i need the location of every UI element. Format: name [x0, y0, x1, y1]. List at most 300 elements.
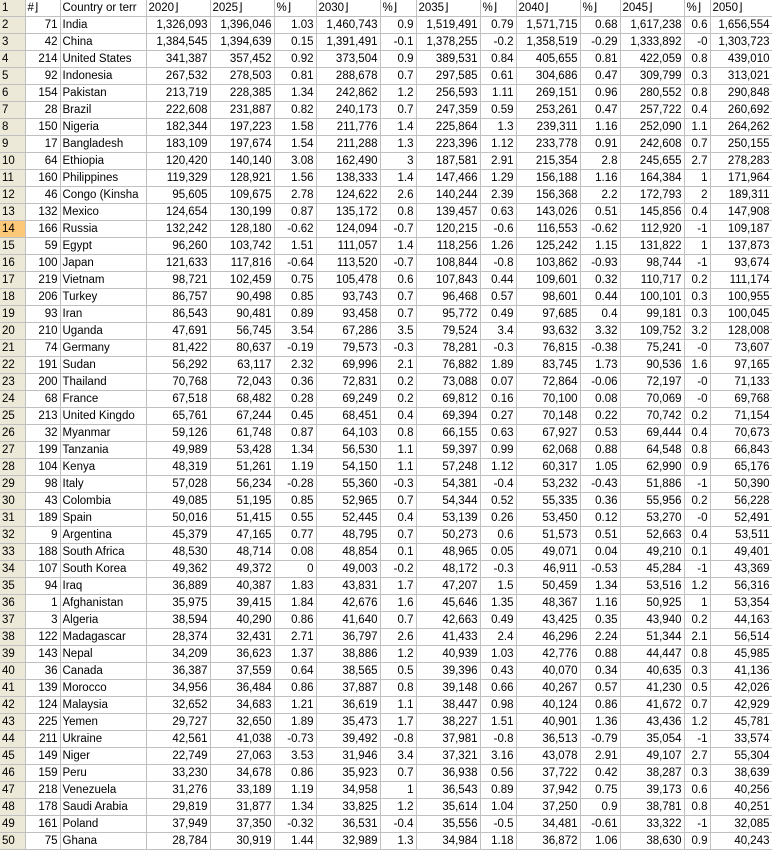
- cell-pct[interactable]: 0.34: [580, 663, 620, 680]
- cell-country[interactable]: Brazil: [60, 102, 146, 119]
- cell-2045[interactable]: 112,920: [620, 221, 684, 238]
- cell-pct[interactable]: 1: [684, 595, 710, 612]
- cell-pct[interactable]: 1.36: [580, 714, 620, 731]
- cell-pct[interactable]: 0.4: [684, 527, 710, 544]
- cell-2035[interactable]: 79,524: [416, 323, 480, 340]
- cell-pct[interactable]: 0.26: [480, 510, 516, 527]
- cell-country[interactable]: Niger: [60, 748, 146, 765]
- cell-pct[interactable]: 0.86: [274, 680, 316, 697]
- row-header[interactable]: 15: [0, 238, 25, 255]
- cell-country[interactable]: Ghana: [60, 833, 146, 850]
- cell-pct[interactable]: 2.7: [684, 748, 710, 765]
- cell-2025[interactable]: 49,372: [210, 561, 274, 578]
- cell-2025[interactable]: 33,189: [210, 782, 274, 799]
- cell-pct[interactable]: 3.54: [274, 323, 316, 340]
- cell-2035[interactable]: 118,256: [416, 238, 480, 255]
- cell-2050[interactable]: 73,607: [710, 340, 772, 357]
- cell-2020[interactable]: 31,276: [146, 782, 210, 799]
- cell-2035[interactable]: 225,864: [416, 119, 480, 136]
- cell-pct[interactable]: 3.16: [480, 748, 516, 765]
- header-cell-pct[interactable]: %⌋: [380, 0, 416, 17]
- row-header[interactable]: 27: [0, 442, 25, 459]
- cell-2030[interactable]: 36,531: [316, 816, 380, 833]
- cell-2045[interactable]: 38,630: [620, 833, 684, 850]
- cell-2050[interactable]: 55,304: [710, 748, 772, 765]
- row-header[interactable]: 24: [0, 391, 25, 408]
- cell-rank[interactable]: 225: [25, 714, 60, 731]
- cell-2035[interactable]: 36,938: [416, 765, 480, 782]
- cell-pct[interactable]: 0.8: [684, 85, 710, 102]
- cell-2025[interactable]: 109,675: [210, 187, 274, 204]
- cell-2020[interactable]: 213,719: [146, 85, 210, 102]
- cell-pct[interactable]: 0.63: [480, 425, 516, 442]
- cell-2040[interactable]: 215,354: [516, 153, 580, 170]
- cell-pct[interactable]: 0.9: [580, 799, 620, 816]
- cell-pct[interactable]: -0.3: [480, 340, 516, 357]
- cell-pct[interactable]: 2.78: [274, 187, 316, 204]
- cell-2035[interactable]: 73,088: [416, 374, 480, 391]
- cell-pct[interactable]: 0.6: [480, 527, 516, 544]
- cell-2025[interactable]: 90,498: [210, 289, 274, 306]
- cell-2050[interactable]: 439,010: [710, 51, 772, 68]
- cell-pct[interactable]: 0.8: [380, 204, 416, 221]
- cell-pct[interactable]: 1.16: [580, 595, 620, 612]
- cell-pct[interactable]: 0.4: [684, 425, 710, 442]
- cell-rank[interactable]: 3: [25, 612, 60, 629]
- cell-pct[interactable]: 0.53: [580, 425, 620, 442]
- cell-2040[interactable]: 46,296: [516, 629, 580, 646]
- cell-pct[interactable]: -0.2: [380, 561, 416, 578]
- cell-2020[interactable]: 182,344: [146, 119, 210, 136]
- cell-country[interactable]: Congo (Kinsha: [60, 187, 146, 204]
- cell-pct[interactable]: 0.4: [580, 306, 620, 323]
- cell-2035[interactable]: 95,772: [416, 306, 480, 323]
- cell-2035[interactable]: 66,155: [416, 425, 480, 442]
- row-header[interactable]: 46: [0, 765, 25, 782]
- cell-2030[interactable]: 41,640: [316, 612, 380, 629]
- cell-rank[interactable]: 154: [25, 85, 60, 102]
- cell-country[interactable]: Afghanistan: [60, 595, 146, 612]
- cell-pct[interactable]: 0.82: [274, 102, 316, 119]
- cell-country[interactable]: Nigeria: [60, 119, 146, 136]
- cell-pct[interactable]: 0.27: [480, 408, 516, 425]
- cell-2045[interactable]: 52,663: [620, 527, 684, 544]
- cell-2030[interactable]: 42,676: [316, 595, 380, 612]
- row-header[interactable]: 47: [0, 782, 25, 799]
- cell-pct[interactable]: 0.55: [274, 510, 316, 527]
- cell-country[interactable]: Egypt: [60, 238, 146, 255]
- cell-2025[interactable]: 32,431: [210, 629, 274, 646]
- cell-pct[interactable]: 1.89: [274, 714, 316, 731]
- cell-2035[interactable]: 50,273: [416, 527, 480, 544]
- cell-pct[interactable]: 0.89: [480, 782, 516, 799]
- cell-2025[interactable]: 197,674: [210, 136, 274, 153]
- cell-2030[interactable]: 38,886: [316, 646, 380, 663]
- cell-2020[interactable]: 1,326,093: [146, 17, 210, 34]
- cell-country[interactable]: United Kingdo: [60, 408, 146, 425]
- cell-pct[interactable]: 1.2: [380, 85, 416, 102]
- cell-2050[interactable]: 147,908: [710, 204, 772, 221]
- row-header[interactable]: 6: [0, 85, 25, 102]
- cell-2050[interactable]: 313,021: [710, 68, 772, 85]
- cell-2045[interactable]: 43,940: [620, 612, 684, 629]
- cell-pct[interactable]: 0.7: [380, 527, 416, 544]
- row-header[interactable]: 9: [0, 136, 25, 153]
- cell-rank[interactable]: 122: [25, 629, 60, 646]
- cell-2020[interactable]: 47,691: [146, 323, 210, 340]
- row-header[interactable]: 17: [0, 272, 25, 289]
- cell-2040[interactable]: 239,311: [516, 119, 580, 136]
- cell-2045[interactable]: 53,516: [620, 578, 684, 595]
- cell-pct[interactable]: 1.15: [580, 238, 620, 255]
- cell-2025[interactable]: 63,117: [210, 357, 274, 374]
- cell-2030[interactable]: 48,795: [316, 527, 380, 544]
- cell-rank[interactable]: 211: [25, 731, 60, 748]
- cell-rank[interactable]: 219: [25, 272, 60, 289]
- cell-2025[interactable]: 36,484: [210, 680, 274, 697]
- cell-2050[interactable]: 70,673: [710, 425, 772, 442]
- cell-2045[interactable]: 309,799: [620, 68, 684, 85]
- cell-pct[interactable]: 0.79: [480, 17, 516, 34]
- cell-pct[interactable]: 0.85: [274, 289, 316, 306]
- cell-2035[interactable]: 37,981: [416, 731, 480, 748]
- header-cell-2040[interactable]: 2040⌋: [516, 0, 580, 17]
- cell-pct[interactable]: 1.2: [684, 714, 710, 731]
- header-cell-2045[interactable]: 2045⌋: [620, 0, 684, 17]
- cell-2020[interactable]: 132,242: [146, 221, 210, 238]
- cell-2035[interactable]: 223,396: [416, 136, 480, 153]
- cell-pct[interactable]: -1: [684, 561, 710, 578]
- cell-pct[interactable]: -0.8: [380, 731, 416, 748]
- cell-2025[interactable]: 140,140: [210, 153, 274, 170]
- cell-pct[interactable]: 0.59: [480, 102, 516, 119]
- cell-2050[interactable]: 45,985: [710, 646, 772, 663]
- cell-pct[interactable]: 2.6: [380, 187, 416, 204]
- cell-2020[interactable]: 222,608: [146, 102, 210, 119]
- cell-2025[interactable]: 61,748: [210, 425, 274, 442]
- cell-pct[interactable]: 0.15: [274, 34, 316, 51]
- cell-country[interactable]: Canada: [60, 663, 146, 680]
- cell-2040[interactable]: 143,026: [516, 204, 580, 221]
- cell-2025[interactable]: 1,396,046: [210, 17, 274, 34]
- cell-country[interactable]: Iran: [60, 306, 146, 323]
- cell-2045[interactable]: 172,793: [620, 187, 684, 204]
- cell-2050[interactable]: 189,311: [710, 187, 772, 204]
- cell-2025[interactable]: 30,919: [210, 833, 274, 850]
- cell-2040[interactable]: 37,250: [516, 799, 580, 816]
- cell-2020[interactable]: 81,422: [146, 340, 210, 357]
- cell-pct[interactable]: 0.05: [480, 544, 516, 561]
- cell-pct[interactable]: 1.6: [380, 595, 416, 612]
- cell-pct[interactable]: 0.2: [684, 612, 710, 629]
- cell-pct[interactable]: -0.62: [580, 221, 620, 238]
- cell-pct[interactable]: -0.2: [480, 34, 516, 51]
- cell-2045[interactable]: 40,635: [620, 663, 684, 680]
- cell-pct[interactable]: 1.11: [480, 85, 516, 102]
- cell-2030[interactable]: 93,458: [316, 306, 380, 323]
- cell-pct[interactable]: -0.3: [380, 340, 416, 357]
- cell-pct[interactable]: -0.5: [480, 816, 516, 833]
- cell-2030[interactable]: 211,776: [316, 119, 380, 136]
- row-header[interactable]: 33: [0, 544, 25, 561]
- cell-pct[interactable]: 0.12: [580, 510, 620, 527]
- cell-2050[interactable]: 278,283: [710, 153, 772, 170]
- cell-2050[interactable]: 93,674: [710, 255, 772, 272]
- cell-country[interactable]: Myanmar: [60, 425, 146, 442]
- header-cell-rank[interactable]: #⌋: [25, 0, 60, 17]
- cell-pct[interactable]: 0.44: [580, 289, 620, 306]
- cell-pct[interactable]: 1.12: [480, 136, 516, 153]
- cell-2040[interactable]: 43,078: [516, 748, 580, 765]
- cell-2050[interactable]: 71,154: [710, 408, 772, 425]
- cell-2045[interactable]: 99,181: [620, 306, 684, 323]
- cell-pct[interactable]: -0.4: [480, 476, 516, 493]
- cell-country[interactable]: Bangladesh: [60, 136, 146, 153]
- cell-2025[interactable]: 128,180: [210, 221, 274, 238]
- cell-rank[interactable]: 59: [25, 238, 60, 255]
- cell-2050[interactable]: 1,303,723: [710, 34, 772, 51]
- cell-pct[interactable]: 0.1: [684, 544, 710, 561]
- cell-pct[interactable]: -0.7: [380, 255, 416, 272]
- cell-rank[interactable]: 75: [25, 833, 60, 850]
- cell-2035[interactable]: 39,148: [416, 680, 480, 697]
- cell-2025[interactable]: 56,234: [210, 476, 274, 493]
- cell-pct[interactable]: 1.1: [380, 442, 416, 459]
- row-header[interactable]: 13: [0, 204, 25, 221]
- cell-2020[interactable]: 1,384,545: [146, 34, 210, 51]
- cell-pct[interactable]: 1.05: [580, 459, 620, 476]
- cell-pct[interactable]: 0.64: [274, 663, 316, 680]
- cell-pct[interactable]: 1.04: [480, 799, 516, 816]
- cell-2050[interactable]: 137,873: [710, 238, 772, 255]
- cell-2030[interactable]: 162,490: [316, 153, 380, 170]
- cell-2040[interactable]: 40,901: [516, 714, 580, 731]
- cell-pct[interactable]: 1.2: [380, 799, 416, 816]
- cell-rank[interactable]: 132: [25, 204, 60, 221]
- cell-2030[interactable]: 111,057: [316, 238, 380, 255]
- row-header[interactable]: 37: [0, 612, 25, 629]
- cell-2050[interactable]: 128,008: [710, 323, 772, 340]
- cell-rank[interactable]: 17: [25, 136, 60, 153]
- cell-2045[interactable]: 70,742: [620, 408, 684, 425]
- cell-2035[interactable]: 96,468: [416, 289, 480, 306]
- cell-2050[interactable]: 44,163: [710, 612, 772, 629]
- cell-2040[interactable]: 253,261: [516, 102, 580, 119]
- cell-2030[interactable]: 33,825: [316, 799, 380, 816]
- cell-rank[interactable]: 1: [25, 595, 60, 612]
- cell-2035[interactable]: 41,433: [416, 629, 480, 646]
- cell-2040[interactable]: 48,367: [516, 595, 580, 612]
- cell-pct[interactable]: 0.89: [274, 306, 316, 323]
- cell-2035[interactable]: 48,965: [416, 544, 480, 561]
- cell-2030[interactable]: 138,333: [316, 170, 380, 187]
- cell-2040[interactable]: 53,450: [516, 510, 580, 527]
- cell-2045[interactable]: 257,722: [620, 102, 684, 119]
- cell-2050[interactable]: 250,155: [710, 136, 772, 153]
- cell-2030[interactable]: 54,150: [316, 459, 380, 476]
- cell-pct[interactable]: 2.1: [684, 629, 710, 646]
- cell-rank[interactable]: 166: [25, 221, 60, 238]
- cell-pct[interactable]: -0.93: [580, 255, 620, 272]
- row-header[interactable]: 2: [0, 17, 25, 34]
- cell-country[interactable]: Yemen: [60, 714, 146, 731]
- cell-pct[interactable]: -0.3: [480, 561, 516, 578]
- cell-2040[interactable]: 97,685: [516, 306, 580, 323]
- cell-2045[interactable]: 422,059: [620, 51, 684, 68]
- cell-rank[interactable]: 159: [25, 765, 60, 782]
- cell-pct[interactable]: 0.2: [380, 391, 416, 408]
- cell-pct[interactable]: 0.3: [684, 68, 710, 85]
- cell-country[interactable]: China: [60, 34, 146, 51]
- cell-pct[interactable]: 0.2: [684, 408, 710, 425]
- cell-2035[interactable]: 36,543: [416, 782, 480, 799]
- cell-pct[interactable]: -0.28: [274, 476, 316, 493]
- row-header[interactable]: 31: [0, 510, 25, 527]
- cell-2020[interactable]: 49,989: [146, 442, 210, 459]
- cell-pct[interactable]: 1.6: [684, 357, 710, 374]
- cell-country[interactable]: Japan: [60, 255, 146, 272]
- cell-pct[interactable]: 0.86: [274, 765, 316, 782]
- header-cell-pct[interactable]: %⌋: [480, 0, 516, 17]
- cell-rank[interactable]: 46: [25, 187, 60, 204]
- cell-rank[interactable]: 210: [25, 323, 60, 340]
- cell-pct[interactable]: 1.35: [480, 595, 516, 612]
- cell-2030[interactable]: 135,172: [316, 204, 380, 221]
- cell-2050[interactable]: 40,243: [710, 833, 772, 850]
- cell-pct[interactable]: 0.81: [274, 68, 316, 85]
- cell-2050[interactable]: 56,514: [710, 629, 772, 646]
- cell-2030[interactable]: 69,249: [316, 391, 380, 408]
- cell-2030[interactable]: 34,958: [316, 782, 380, 799]
- row-header[interactable]: 30: [0, 493, 25, 510]
- cell-2030[interactable]: 288,678: [316, 68, 380, 85]
- cell-2040[interactable]: 1,358,519: [516, 34, 580, 51]
- cell-2025[interactable]: 128,921: [210, 170, 274, 187]
- cell-2050[interactable]: 50,390: [710, 476, 772, 493]
- cell-2020[interactable]: 38,594: [146, 612, 210, 629]
- cell-pct[interactable]: 1.7: [380, 714, 416, 731]
- cell-2045[interactable]: 252,090: [620, 119, 684, 136]
- cell-rank[interactable]: 43: [25, 493, 60, 510]
- cell-2020[interactable]: 121,633: [146, 255, 210, 272]
- cell-2045[interactable]: 145,856: [620, 204, 684, 221]
- cell-pct[interactable]: 0.87: [274, 425, 316, 442]
- cell-2035[interactable]: 54,344: [416, 493, 480, 510]
- cell-2045[interactable]: 69,444: [620, 425, 684, 442]
- cell-2020[interactable]: 86,757: [146, 289, 210, 306]
- cell-2045[interactable]: 35,054: [620, 731, 684, 748]
- cell-rank[interactable]: 64: [25, 153, 60, 170]
- cell-rank[interactable]: 213: [25, 408, 60, 425]
- cell-rank[interactable]: 178: [25, 799, 60, 816]
- cell-pct[interactable]: 1.21: [274, 697, 316, 714]
- cell-2020[interactable]: 49,362: [146, 561, 210, 578]
- cell-2040[interactable]: 83,745: [516, 357, 580, 374]
- cell-pct[interactable]: 0.4: [684, 102, 710, 119]
- cell-pct[interactable]: 0.9: [380, 17, 416, 34]
- cell-2025[interactable]: 37,350: [210, 816, 274, 833]
- cell-pct[interactable]: 0.32: [580, 272, 620, 289]
- cell-pct[interactable]: 1.19: [274, 459, 316, 476]
- cell-2040[interactable]: 233,778: [516, 136, 580, 153]
- cell-country[interactable]: Malaysia: [60, 697, 146, 714]
- cell-2045[interactable]: 164,384: [620, 170, 684, 187]
- cell-2040[interactable]: 109,601: [516, 272, 580, 289]
- cell-2030[interactable]: 32,989: [316, 833, 380, 850]
- cell-rank[interactable]: 149: [25, 748, 60, 765]
- cell-rank[interactable]: 214: [25, 51, 60, 68]
- cell-pct[interactable]: 0.6: [684, 17, 710, 34]
- cell-rank[interactable]: 94: [25, 578, 60, 595]
- cell-pct[interactable]: 0.7: [380, 612, 416, 629]
- row-header[interactable]: 43: [0, 714, 25, 731]
- cell-2040[interactable]: 51,573: [516, 527, 580, 544]
- cell-2020[interactable]: 28,784: [146, 833, 210, 850]
- cell-2020[interactable]: 29,819: [146, 799, 210, 816]
- cell-pct[interactable]: 0.1: [380, 544, 416, 561]
- cell-2040[interactable]: 125,242: [516, 238, 580, 255]
- cell-2050[interactable]: 42,026: [710, 680, 772, 697]
- cell-2030[interactable]: 36,797: [316, 629, 380, 646]
- cell-country[interactable]: Vietnam: [60, 272, 146, 289]
- cell-pct[interactable]: 0.81: [580, 51, 620, 68]
- cell-2030[interactable]: 373,504: [316, 51, 380, 68]
- cell-rank[interactable]: 200: [25, 374, 60, 391]
- row-header[interactable]: 34: [0, 561, 25, 578]
- cell-pct[interactable]: 1.4: [380, 170, 416, 187]
- cell-country[interactable]: Colombia: [60, 493, 146, 510]
- cell-pct[interactable]: 0.51: [580, 204, 620, 221]
- cell-rank[interactable]: 206: [25, 289, 60, 306]
- cell-pct[interactable]: 0.47: [580, 102, 620, 119]
- header-cell-2050[interactable]: 2050⌋: [710, 0, 772, 17]
- cell-pct[interactable]: 1: [684, 238, 710, 255]
- cell-pct[interactable]: 0.4: [380, 510, 416, 527]
- cell-2040[interactable]: 62,068: [516, 442, 580, 459]
- cell-2045[interactable]: 49,107: [620, 748, 684, 765]
- cell-pct[interactable]: 0.8: [684, 799, 710, 816]
- cell-pct[interactable]: 1.2: [380, 646, 416, 663]
- cell-2035[interactable]: 69,394: [416, 408, 480, 425]
- cell-rank[interactable]: 218: [25, 782, 60, 799]
- cell-2030[interactable]: 68,451: [316, 408, 380, 425]
- cell-2030[interactable]: 124,622: [316, 187, 380, 204]
- cell-2025[interactable]: 40,290: [210, 612, 274, 629]
- cell-rank[interactable]: 71: [25, 17, 60, 34]
- cell-pct[interactable]: -0.6: [480, 221, 516, 238]
- cell-pct[interactable]: 0.44: [480, 272, 516, 289]
- cell-pct[interactable]: -0: [684, 34, 710, 51]
- cell-2050[interactable]: 40,251: [710, 799, 772, 816]
- cell-2040[interactable]: 98,601: [516, 289, 580, 306]
- cell-rank[interactable]: 124: [25, 697, 60, 714]
- cell-country[interactable]: Thailand: [60, 374, 146, 391]
- cell-pct[interactable]: 0.3: [684, 765, 710, 782]
- cell-2030[interactable]: 79,573: [316, 340, 380, 357]
- row-header[interactable]: 36: [0, 595, 25, 612]
- cell-pct[interactable]: -0.64: [274, 255, 316, 272]
- cell-2035[interactable]: 37,321: [416, 748, 480, 765]
- cell-pct[interactable]: 0.45: [274, 408, 316, 425]
- cell-pct[interactable]: 0.9: [380, 51, 416, 68]
- cell-2020[interactable]: 98,721: [146, 272, 210, 289]
- row-header[interactable]: 29: [0, 476, 25, 493]
- cell-2030[interactable]: 124,094: [316, 221, 380, 238]
- cell-2045[interactable]: 49,210: [620, 544, 684, 561]
- cell-2050[interactable]: 43,369: [710, 561, 772, 578]
- row-header[interactable]: 45: [0, 748, 25, 765]
- cell-2025[interactable]: 34,678: [210, 765, 274, 782]
